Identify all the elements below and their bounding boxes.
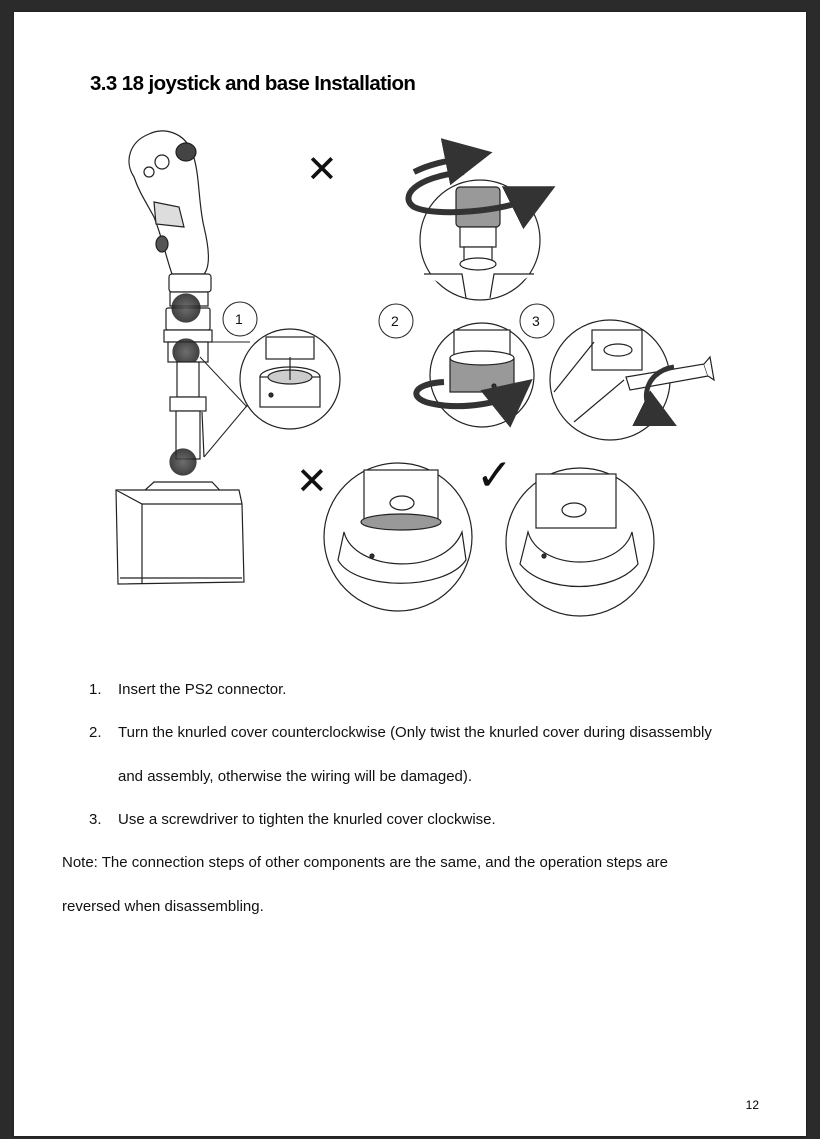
step-text: Use a screwdriver to tighten the knurled cover clockwise.	[118, 811, 496, 828]
section-title: 3.3 18 joystick and base Installation	[90, 72, 416, 95]
step-text: Turn the knurled cover counterclockwise (Only twist the knurled cover during disassembly	[118, 724, 712, 741]
step-number: 3.	[89, 811, 102, 828]
joystick-drawing	[116, 131, 244, 584]
step-marker-3-label: 3	[532, 313, 540, 329]
step-text-continued: and assembly, otherwise the wiring will be damaged).	[118, 768, 473, 785]
page-number: 12	[745, 1098, 759, 1112]
note-line-2: reversed when disassembling.	[62, 898, 264, 915]
wrong-mark-top: ✕	[306, 147, 338, 191]
detail-incorrect-result	[324, 463, 472, 611]
detail-turn-cover	[430, 323, 534, 427]
step-number: 1.	[89, 681, 102, 698]
correct-mark: ✓	[476, 450, 513, 501]
step-text: Insert the PS2 connector.	[118, 681, 287, 698]
note-line-1: Note: The connection steps of other components are the same, and the operation steps are	[62, 854, 668, 871]
step-number: 2.	[89, 724, 102, 741]
installation-illustration	[14, 12, 806, 652]
detail-wrong-twist	[420, 180, 540, 300]
step-marker-2-label: 2	[391, 313, 399, 329]
detail-correct-result	[506, 468, 654, 616]
detail-insert-connector	[240, 329, 340, 429]
wrong-mark-bottom: ✕	[296, 459, 328, 503]
step-marker-1-label: 1	[235, 311, 243, 327]
detail-tighten-screw	[550, 320, 714, 440]
document-page	[14, 12, 806, 1136]
